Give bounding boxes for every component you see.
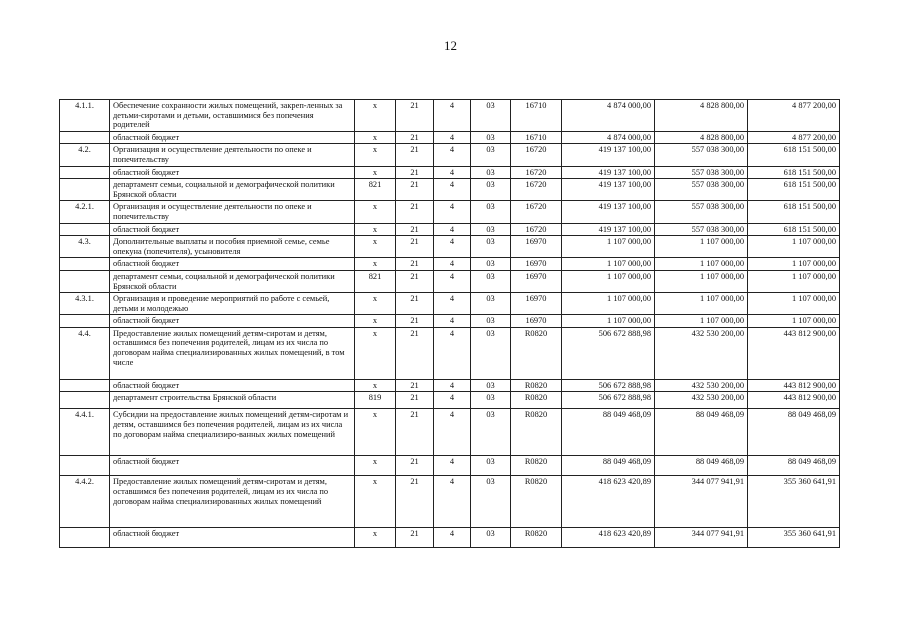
row-admin-code: х <box>355 315 396 328</box>
row-amount-year-3: 618 151 500,00 <box>748 201 840 223</box>
row-amount-year-1: 1 107 000,00 <box>562 236 655 258</box>
row-subsection-code: 4 <box>434 223 471 236</box>
row-section-code: 21 <box>396 100 434 132</box>
row-target-code: 16720 <box>511 166 562 179</box>
row-subsection-code: 4 <box>434 166 471 179</box>
row-target-code: 16970 <box>511 315 562 328</box>
row-amount-year-1: 419 137 100,00 <box>562 223 655 236</box>
row-section-code: 21 <box>396 456 434 476</box>
row-subsection-code: 4 <box>434 270 471 292</box>
row-target-code: R0820 <box>511 476 562 528</box>
row-amount-year-2: 1 107 000,00 <box>655 270 748 292</box>
row-description: областной бюджет <box>110 223 355 236</box>
row-subsection-code: 4 <box>434 293 471 315</box>
row-amount-year-2: 432 530 200,00 <box>655 392 748 409</box>
row-subsection-code: 4 <box>434 236 471 258</box>
row-program-code: 03 <box>471 131 511 144</box>
table-row <box>60 223 840 236</box>
table-row <box>60 379 840 392</box>
row-number <box>60 270 110 292</box>
table-row <box>60 293 840 315</box>
table-row <box>60 100 840 132</box>
row-number <box>60 379 110 392</box>
row-admin-code: х <box>355 293 396 315</box>
row-admin-code: х <box>355 236 396 258</box>
row-description: Организация и проведение мероприятий по работе с семьей, детьми и молодежью <box>110 293 355 315</box>
row-amount-year-3: 355 360 641,91 <box>748 528 840 548</box>
table-row <box>60 476 840 528</box>
row-target-code: R0820 <box>511 327 562 379</box>
row-description: департамент строительства Брянской области <box>110 392 355 409</box>
row-admin-code: х <box>355 223 396 236</box>
row-admin-code: х <box>355 327 396 379</box>
row-section-code: 21 <box>396 379 434 392</box>
table-row <box>60 258 840 271</box>
row-section-code: 21 <box>396 409 434 456</box>
table-row <box>60 315 840 328</box>
row-program-code: 03 <box>471 409 511 456</box>
row-program-code: 03 <box>471 379 511 392</box>
row-amount-year-2: 88 049 468,09 <box>655 409 748 456</box>
row-section-code: 21 <box>396 144 434 166</box>
row-program-code: 03 <box>471 223 511 236</box>
row-section-code: 21 <box>396 258 434 271</box>
row-subsection-code: 4 <box>434 144 471 166</box>
row-target-code: R0820 <box>511 379 562 392</box>
table-body <box>60 100 840 548</box>
row-section-code: 21 <box>396 236 434 258</box>
row-target-code: 16710 <box>511 100 562 132</box>
row-target-code: R0820 <box>511 392 562 409</box>
row-number: 4.2. <box>60 144 110 166</box>
row-amount-year-3: 618 151 500,00 <box>748 179 840 201</box>
table-row <box>60 270 840 292</box>
row-program-code: 03 <box>471 100 511 132</box>
row-number: 4.4.2. <box>60 476 110 528</box>
row-number <box>60 166 110 179</box>
row-program-code: 03 <box>471 236 511 258</box>
row-program-code: 03 <box>471 166 511 179</box>
row-program-code: 03 <box>471 179 511 201</box>
row-amount-year-2: 1 107 000,00 <box>655 315 748 328</box>
row-number: 4.2.1. <box>60 201 110 223</box>
row-amount-year-1: 88 049 468,09 <box>562 409 655 456</box>
row-amount-year-2: 1 107 000,00 <box>655 258 748 271</box>
row-admin-code: 821 <box>355 179 396 201</box>
row-amount-year-3: 1 107 000,00 <box>748 270 840 292</box>
row-amount-year-2: 344 077 941,91 <box>655 476 748 528</box>
row-target-code: 16970 <box>511 293 562 315</box>
row-description: Субсидии на предоставление жилых помещений детям-сиротам и детям, оставшимся без попечения родителей, лицам из их числа по договорам найма специализиро-ванных жилых помещений <box>110 409 355 456</box>
row-description: Предоставление жилых помещений детям-сиротам и детям, оставшимся без попечения родителей, лицам из их числа по договорам найма специализированных жилых помещений <box>110 476 355 528</box>
row-amount-year-2: 557 038 300,00 <box>655 201 748 223</box>
row-subsection-code: 4 <box>434 131 471 144</box>
row-amount-year-1: 1 107 000,00 <box>562 258 655 271</box>
row-amount-year-3: 4 877 200,00 <box>748 131 840 144</box>
row-number: 4.1.1. <box>60 100 110 132</box>
row-amount-year-2: 1 107 000,00 <box>655 293 748 315</box>
row-number: 4.4. <box>60 327 110 379</box>
row-amount-year-3: 88 049 468,09 <box>748 456 840 476</box>
row-subsection-code: 4 <box>434 315 471 328</box>
row-section-code: 21 <box>396 270 434 292</box>
row-number <box>60 258 110 271</box>
row-description: областной бюджет <box>110 131 355 144</box>
row-subsection-code: 4 <box>434 179 471 201</box>
row-amount-year-1: 88 049 468,09 <box>562 456 655 476</box>
row-program-code: 03 <box>471 327 511 379</box>
row-program-code: 03 <box>471 315 511 328</box>
row-section-code: 21 <box>396 476 434 528</box>
row-target-code: 16970 <box>511 270 562 292</box>
row-target-code: 16720 <box>511 144 562 166</box>
row-section-code: 21 <box>396 392 434 409</box>
row-description: Дополнительные выплаты и пособия приемной семье, семье опекуна (попечителя), усыновителя <box>110 236 355 258</box>
row-subsection-code: 4 <box>434 327 471 379</box>
row-description: областной бюджет <box>110 315 355 328</box>
table-row <box>60 327 840 379</box>
row-section-code: 21 <box>396 223 434 236</box>
row-subsection-code: 4 <box>434 476 471 528</box>
row-amount-year-2: 557 038 300,00 <box>655 166 748 179</box>
row-description: областной бюджет <box>110 456 355 476</box>
row-amount-year-1: 4 874 000,00 <box>562 131 655 144</box>
row-subsection-code: 4 <box>434 379 471 392</box>
row-target-code: 16720 <box>511 223 562 236</box>
row-amount-year-3: 4 877 200,00 <box>748 100 840 132</box>
row-amount-year-1: 1 107 000,00 <box>562 315 655 328</box>
row-amount-year-1: 506 672 888,98 <box>562 392 655 409</box>
table-row <box>60 409 840 456</box>
row-section-code: 21 <box>396 166 434 179</box>
table-row <box>60 201 840 223</box>
row-amount-year-2: 432 530 200,00 <box>655 327 748 379</box>
row-number <box>60 392 110 409</box>
row-description: департамент семьи, социальной и демографической политики Брянской области <box>110 270 355 292</box>
row-section-code: 21 <box>396 315 434 328</box>
table-row <box>60 166 840 179</box>
row-amount-year-3: 88 049 468,09 <box>748 409 840 456</box>
row-amount-year-3: 443 812 900,00 <box>748 327 840 379</box>
row-program-code: 03 <box>471 476 511 528</box>
row-subsection-code: 4 <box>434 201 471 223</box>
row-amount-year-3: 618 151 500,00 <box>748 223 840 236</box>
row-section-code: 21 <box>396 131 434 144</box>
row-target-code: 16710 <box>511 131 562 144</box>
table-row <box>60 179 840 201</box>
row-section-code: 21 <box>396 327 434 379</box>
row-subsection-code: 4 <box>434 409 471 456</box>
row-section-code: 21 <box>396 528 434 548</box>
row-number <box>60 456 110 476</box>
row-amount-year-2: 88 049 468,09 <box>655 456 748 476</box>
row-amount-year-1: 506 672 888,98 <box>562 379 655 392</box>
table-row <box>60 144 840 166</box>
row-amount-year-1: 419 137 100,00 <box>562 201 655 223</box>
row-amount-year-2: 432 530 200,00 <box>655 379 748 392</box>
row-amount-year-2: 4 828 800,00 <box>655 100 748 132</box>
page-number: 12 <box>444 38 457 53</box>
row-description: областной бюджет <box>110 258 355 271</box>
row-description: Организация и осуществление деятельности по опеке и попечительству <box>110 144 355 166</box>
row-amount-year-2: 1 107 000,00 <box>655 236 748 258</box>
row-target-code: R0820 <box>511 528 562 548</box>
row-target-code: 16720 <box>511 201 562 223</box>
row-amount-year-1: 418 623 420,89 <box>562 476 655 528</box>
row-description: Организация и осуществление деятельности по опеке и попечительству <box>110 201 355 223</box>
row-admin-code: 819 <box>355 392 396 409</box>
row-amount-year-2: 557 038 300,00 <box>655 179 748 201</box>
row-number: 4.3.1. <box>60 293 110 315</box>
row-admin-code: х <box>355 379 396 392</box>
row-section-code: 21 <box>396 179 434 201</box>
row-number: 4.3. <box>60 236 110 258</box>
row-program-code: 03 <box>471 258 511 271</box>
row-amount-year-3: 1 107 000,00 <box>748 258 840 271</box>
budget-table <box>59 99 840 548</box>
row-number <box>60 528 110 548</box>
row-amount-year-2: 557 038 300,00 <box>655 223 748 236</box>
row-description: областной бюджет <box>110 528 355 548</box>
row-admin-code: х <box>355 409 396 456</box>
row-program-code: 03 <box>471 144 511 166</box>
row-program-code: 03 <box>471 201 511 223</box>
row-amount-year-1: 506 672 888,98 <box>562 327 655 379</box>
row-admin-code: х <box>355 476 396 528</box>
row-target-code: 16970 <box>511 258 562 271</box>
row-section-code: 21 <box>396 201 434 223</box>
table-row <box>60 456 840 476</box>
row-description: областной бюджет <box>110 166 355 179</box>
row-admin-code: х <box>355 131 396 144</box>
row-subsection-code: 4 <box>434 392 471 409</box>
row-target-code: R0820 <box>511 456 562 476</box>
row-amount-year-2: 4 828 800,00 <box>655 131 748 144</box>
row-admin-code: 821 <box>355 270 396 292</box>
row-admin-code: х <box>355 258 396 271</box>
row-amount-year-1: 418 623 420,89 <box>562 528 655 548</box>
row-program-code: 03 <box>471 456 511 476</box>
row-amount-year-1: 419 137 100,00 <box>562 179 655 201</box>
row-number <box>60 223 110 236</box>
row-description: областной бюджет <box>110 379 355 392</box>
row-admin-code: х <box>355 456 396 476</box>
row-target-code: R0820 <box>511 409 562 456</box>
row-number <box>60 131 110 144</box>
table-row <box>60 392 840 409</box>
row-amount-year-1: 1 107 000,00 <box>562 293 655 315</box>
row-description: департамент семьи, социальной и демографической политики Брянской области <box>110 179 355 201</box>
row-amount-year-2: 344 077 941,91 <box>655 528 748 548</box>
table-row <box>60 131 840 144</box>
row-amount-year-3: 618 151 500,00 <box>748 166 840 179</box>
row-target-code: 16970 <box>511 236 562 258</box>
row-admin-code: х <box>355 144 396 166</box>
row-amount-year-1: 419 137 100,00 <box>562 144 655 166</box>
row-amount-year-1: 4 874 000,00 <box>562 100 655 132</box>
row-amount-year-1: 1 107 000,00 <box>562 270 655 292</box>
row-admin-code: х <box>355 201 396 223</box>
row-description: Предоставление жилых помещений детям-сиротам и детям, оставшимся без попечения родителей, лицам из их числа по договорам найма специализированных жилых помещений, в том числе <box>110 327 355 379</box>
row-amount-year-3: 1 107 000,00 <box>748 293 840 315</box>
table-row <box>60 236 840 258</box>
row-amount-year-2: 557 038 300,00 <box>655 144 748 166</box>
row-target-code: 16720 <box>511 179 562 201</box>
row-number <box>60 179 110 201</box>
row-amount-year-1: 419 137 100,00 <box>562 166 655 179</box>
row-amount-year-3: 1 107 000,00 <box>748 236 840 258</box>
row-subsection-code: 4 <box>434 100 471 132</box>
row-subsection-code: 4 <box>434 258 471 271</box>
row-program-code: 03 <box>471 270 511 292</box>
row-amount-year-3: 355 360 641,91 <box>748 476 840 528</box>
row-subsection-code: 4 <box>434 456 471 476</box>
row-program-code: 03 <box>471 293 511 315</box>
row-number: 4.4.1. <box>60 409 110 456</box>
row-admin-code: х <box>355 100 396 132</box>
row-section-code: 21 <box>396 293 434 315</box>
row-number <box>60 315 110 328</box>
row-admin-code: х <box>355 528 396 548</box>
table-row <box>60 528 840 548</box>
row-program-code: 03 <box>471 528 511 548</box>
row-description: Обеспечение сохранности жилых помещений, закреп-ленных за детьми-сиротами и детьми, оставшимися без попечения родителей <box>110 100 355 132</box>
row-subsection-code: 4 <box>434 528 471 548</box>
row-program-code: 03 <box>471 392 511 409</box>
row-amount-year-3: 443 812 900,00 <box>748 392 840 409</box>
row-amount-year-3: 618 151 500,00 <box>748 144 840 166</box>
row-admin-code: х <box>355 166 396 179</box>
row-amount-year-3: 443 812 900,00 <box>748 379 840 392</box>
row-amount-year-3: 1 107 000,00 <box>748 315 840 328</box>
